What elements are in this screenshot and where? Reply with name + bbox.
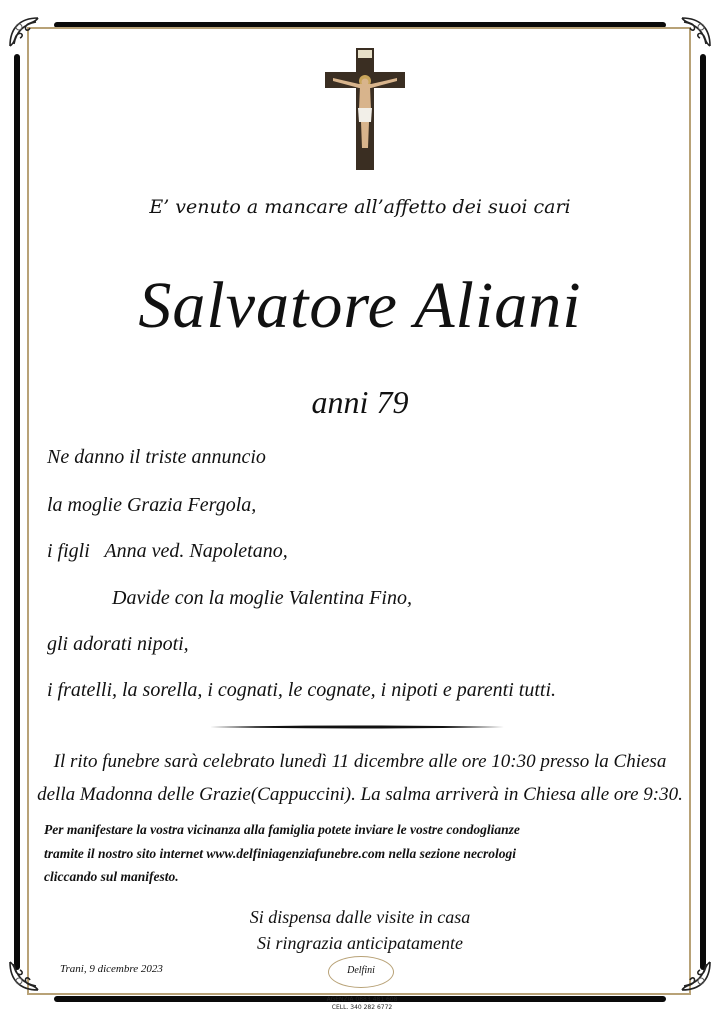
divider	[210, 725, 504, 729]
agency-phone: AGENZIA 0883 481 608	[326, 996, 398, 1003]
announcement-line: Davide con la moglie Valentina Fino,	[112, 587, 412, 609]
closing-line: Si dispensa dalle visite in casa	[249, 907, 471, 927]
rite-line: della Madonna delle Grazie(Cappuccini). La salma arriverà in Chiesa alle ore 9:30.	[37, 784, 683, 805]
corner-ornament-icon	[678, 958, 714, 994]
condolence-note: tramite il nostro sito internet www.delfiniagenziafunebre.com nella sezione necrologi	[44, 846, 517, 861]
frame-bar-left	[14, 54, 20, 970]
condolence-note: cliccando sul manifesto.	[44, 869, 179, 884]
deceased-age: anni 79	[311, 384, 409, 420]
announcement-line: i figli Anna ved. Napoletano,	[47, 540, 288, 562]
logo-emblem	[328, 956, 394, 988]
rite-line: Il rito funebre sarà celebrato lunedì 11 dicembre alle ore 10:30 presso la Chiesa	[53, 751, 667, 772]
announcement-line: la moglie Grazia Fergola,	[47, 494, 257, 516]
closing-line: Si ringrazia anticipatamente	[257, 933, 463, 953]
date-place: Trani, 9 dicembre 2023	[60, 963, 163, 975]
corner-ornament-icon	[6, 958, 42, 994]
deceased-name: Salvatore Aliani	[138, 269, 582, 342]
logo-name: Delfini	[347, 965, 375, 976]
corner-ornament-icon	[678, 14, 714, 50]
condolence-note: Per manifestare la vostra vicinanza alla famiglia potete inviare le vostre condoglianze	[44, 822, 520, 837]
announcement-line: gli adorati nipoti,	[47, 633, 189, 655]
corner-ornament-icon	[6, 14, 42, 50]
intro-line: E’ venuto a mancare all’affetto dei suoi cari	[149, 196, 571, 218]
agency-cell: CELL. 340 282 6772	[331, 1004, 393, 1011]
announcement-line: Ne danno il triste annuncio	[47, 446, 266, 468]
crucifix-icon	[325, 48, 405, 170]
agency-logo	[316, 956, 408, 1014]
announcement-line: i fratelli, la sorella, i cognati, le cognate, i nipoti e parenti tutti.	[47, 679, 557, 701]
frame-bar-right	[700, 54, 706, 970]
